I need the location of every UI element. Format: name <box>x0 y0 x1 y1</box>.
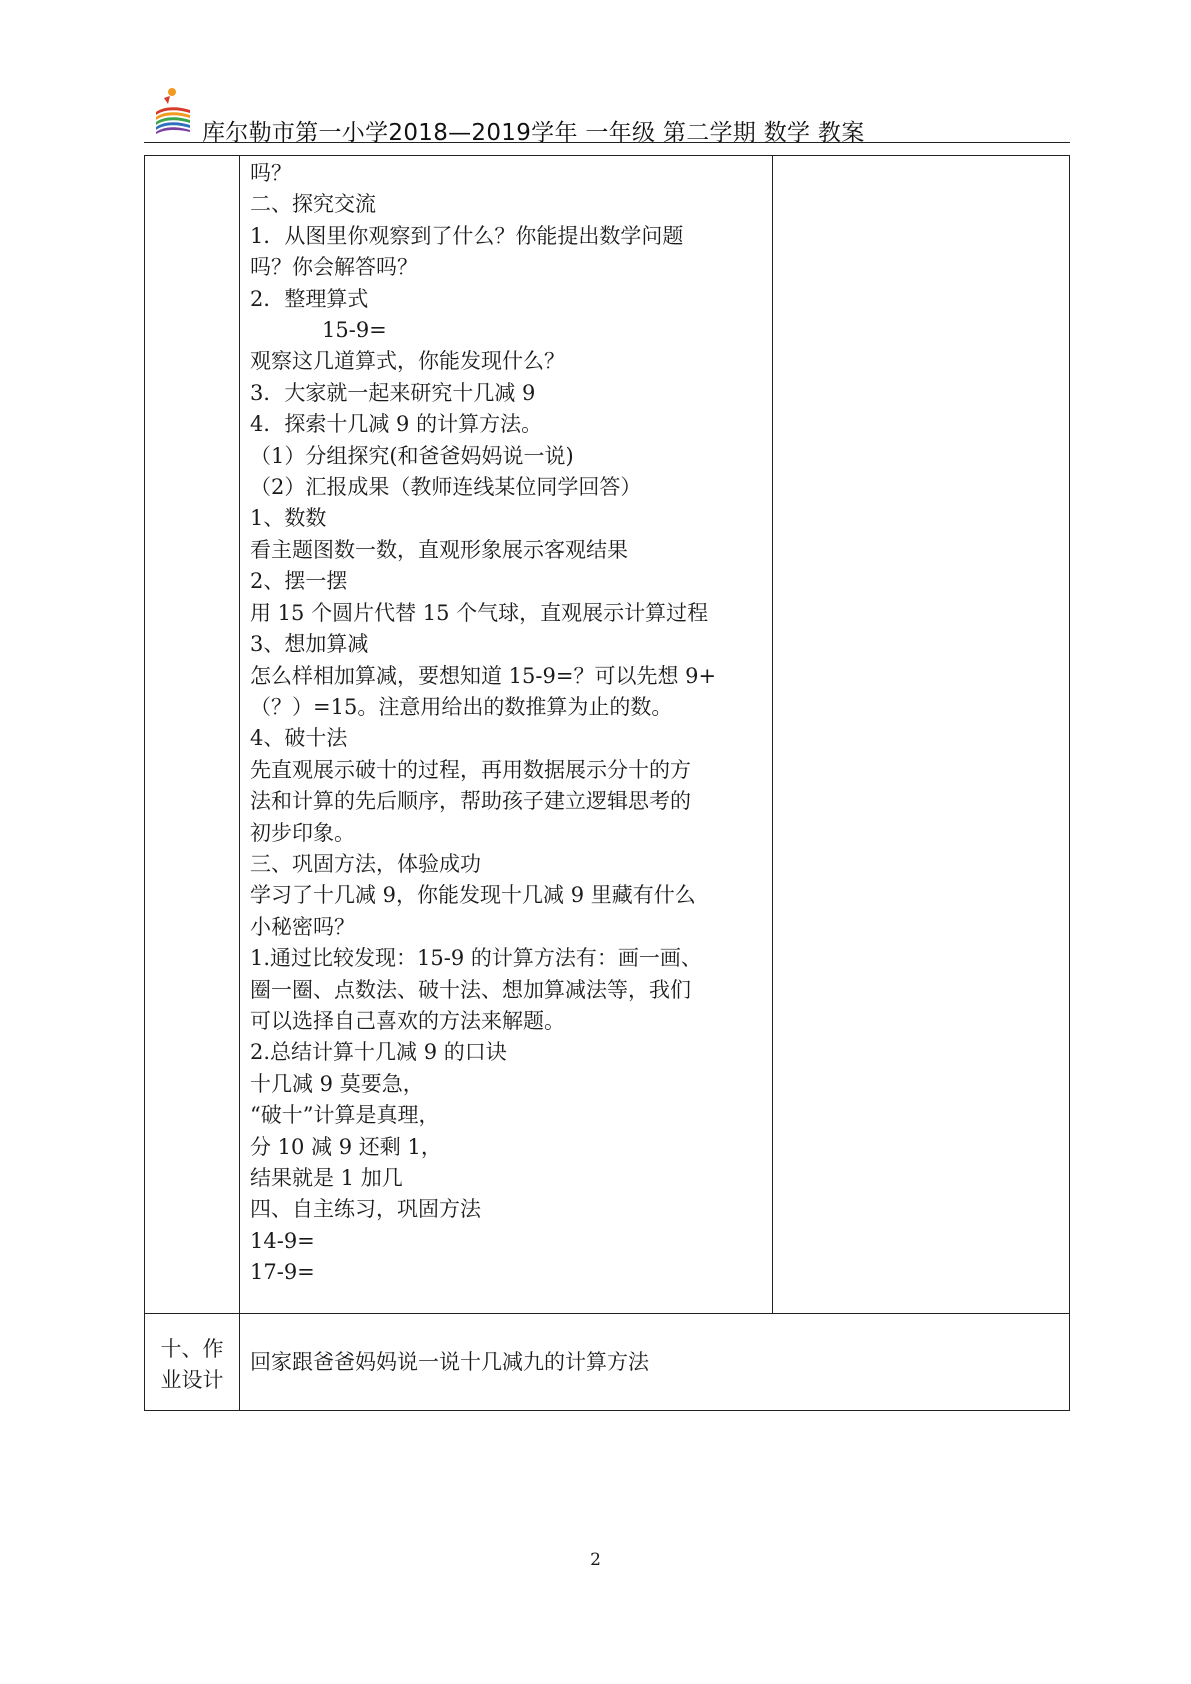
school-logo <box>150 84 196 140</box>
content-lines <box>240 156 772 1313</box>
content-line: 小秘密吗？ <box>250 914 355 939</box>
content-cell <box>240 156 773 1314</box>
content-line: 学习了十几减 9，你能发现十几减 9 里藏有什么 <box>250 883 696 908</box>
content-line: 初步印象。 <box>250 820 355 845</box>
exercise-line: 17-9= <box>250 1260 315 1285</box>
page-number: 2 <box>590 1550 601 1570</box>
content-line: 2、摆一摆 <box>250 569 348 594</box>
content-line: 吗？你会解答吗？ <box>250 255 418 280</box>
content-line: 圈一圈、点数法、破十法、想加算减法等，我们 <box>250 977 691 1002</box>
content-line: 4、破十法 <box>250 726 348 751</box>
rhyme-line: 分 10 减 9 还剩 1， <box>250 1134 442 1159</box>
content-line: 4．探索十几减 9 的计算方法。 <box>250 412 543 437</box>
rhyme-line: 十几减 9 莫要急， <box>250 1071 424 1096</box>
content-line: （1）分组探究(和爸爸妈妈说一说) <box>250 443 574 468</box>
content-line: 先直观展示破十的过程，再用数据展示分十的方 <box>250 757 691 782</box>
section-heading: 二、探究交流 <box>250 192 376 217</box>
homework-text: 回家跟爸爸妈妈说一说十几减九的计算方法 <box>250 1349 649 1374</box>
homework-label-line: 十、作 <box>160 1336 224 1361</box>
homework-label <box>145 1314 239 1410</box>
header-title: 库尔勒市第一小学2018—2019学年 一年级 第二学期 数学 教案 <box>202 120 865 146</box>
content-line: 1．从图里你观察到了什么？你能提出数学问题 <box>250 223 684 248</box>
content-line: 观察这几道算式，你能发现什么？ <box>250 349 565 374</box>
content-line: 1、数数 <box>250 506 327 531</box>
notes-cell-empty <box>773 156 1070 1314</box>
homework-row <box>145 1313 1070 1410</box>
content-line: 2．整理算式 <box>250 286 369 311</box>
label-cell-empty <box>145 156 240 1314</box>
content-line: 法和计算的先后顺序，帮助孩子建立逻辑思考的 <box>250 789 691 814</box>
homework-content-cell <box>240 1313 1070 1410</box>
section-heading: 四、自主练习，巩固方法 <box>250 1197 481 1222</box>
content-line: 用 15 个圆片代替 15 个气球，直观展示计算过程 <box>250 600 709 625</box>
section-heading: 三、巩固方法，体验成功 <box>250 851 481 876</box>
content-line: 1.通过比较发现：15-9 的计算方法有：画一画、 <box>250 946 702 971</box>
equation-line: 15-9= <box>322 318 387 343</box>
content-line: 看主题图数一数，直观形象展示客观结果 <box>250 537 628 562</box>
homework-label-line: 业设计 <box>160 1367 224 1392</box>
lesson-plan-table <box>144 155 1070 1411</box>
exercise-line: 14-9= <box>250 1228 315 1253</box>
rhyme-line: “破十”计算是真理， <box>250 1103 440 1128</box>
content-line: 可以选择自己喜欢的方法来解题。 <box>250 1008 565 1033</box>
homework-label-cell <box>145 1313 240 1410</box>
content-line: 3．大家就一起来研究十几减 9 <box>250 380 536 405</box>
content-line: 3、想加算减 <box>250 632 369 657</box>
rhyme-line: 结果就是 1 加几 <box>250 1166 403 1190</box>
content-line: 吗？ <box>250 161 292 185</box>
header-rule <box>144 142 1070 143</box>
content-line: （2）汇报成果（教师连线某位同学回答） <box>250 475 642 500</box>
page-header <box>150 82 1050 144</box>
content-line: 2.总结计算十几减 9 的口诀 <box>250 1040 507 1065</box>
content-line: （？）=15。注意用给出的数推算为止的数。 <box>250 694 673 719</box>
content-line: 怎么样相加算减，要想知道 15-9=？可以先想 9+ <box>250 663 717 688</box>
process-row <box>145 156 1070 1314</box>
